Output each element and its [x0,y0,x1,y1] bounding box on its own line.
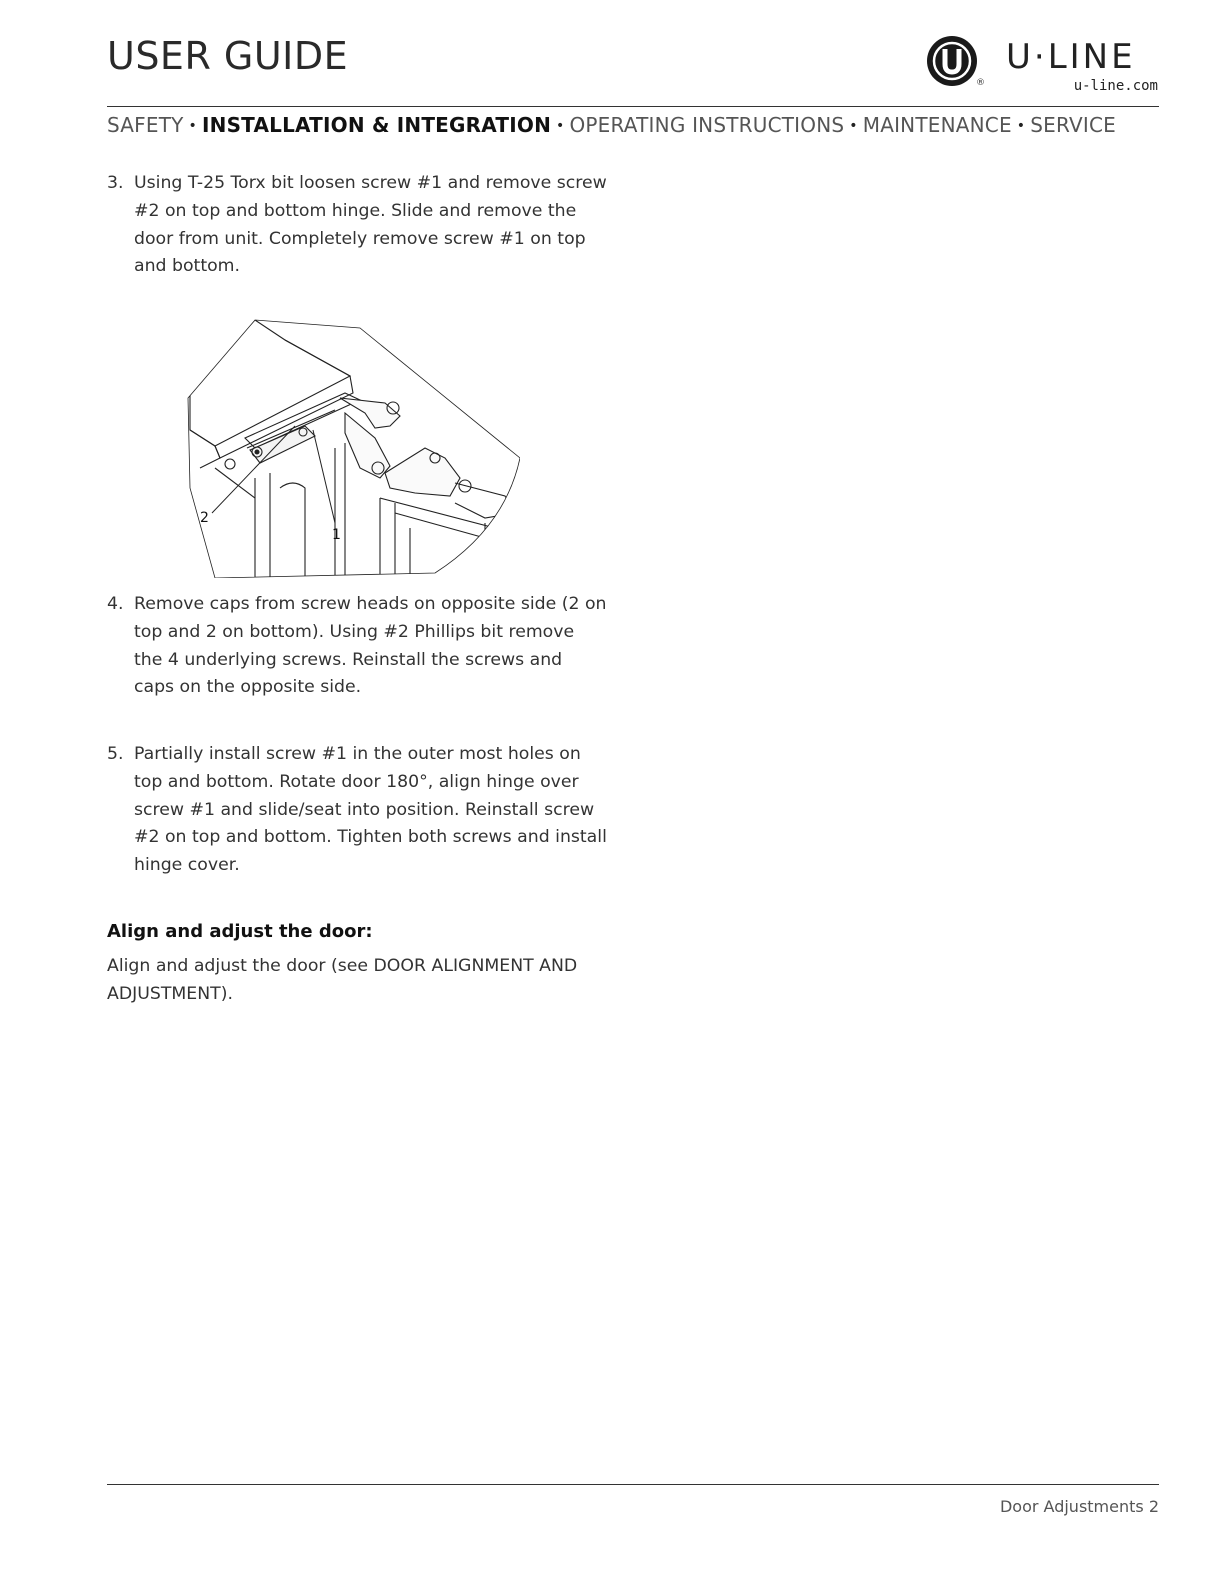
nav-separator: • [188,118,197,134]
nav-separator: • [556,118,565,134]
nav-item-safety[interactable]: SAFETY [107,113,184,137]
step-text: Partially install screw #1 in the outer most holes on top and bottom. Rotate door 180°, align hinge over screw #1 and slide/seat into position. Reinstall screw #2 on top and bottom. Tighten both screws and install hinge cover. [134,744,607,876]
step-text: Remove caps from screw heads on opposite side (2 on top and 2 on bottom). Using #2 Phillips bit remove the 4 underlying screws. Reinstall the screws and caps on the opposite side. [134,594,607,698]
callout-2: 2 [200,510,209,526]
website-url[interactable]: u-line.com [1073,78,1158,94]
page-title: USER GUIDE [107,34,349,78]
section-body: Align and adjust the door (see DOOR ALIGNMENT AND ADJUSTMENT). [107,956,578,1004]
step-number: 4. [107,594,124,614]
nav-item-maintenance[interactable]: MAINTENANCE [862,113,1012,137]
nav-item-installation[interactable]: INSTALLATION & INTEGRATION [202,113,552,137]
step-4 [107,591,607,702]
page-footer: Door Adjustments 2 [999,1497,1159,1516]
logo-wordmark: U·LINE [1006,37,1136,77]
step-number: 3. [107,173,124,193]
leader-line-1 [313,430,335,523]
registered-mark: ® [976,78,985,88]
hinge-diagram [185,318,520,578]
step-5 [107,741,607,880]
brand-logo[interactable] [926,34,1166,96]
nav-separator: • [849,118,858,134]
footer-divider [107,1484,1159,1485]
step-text: Using T-25 Torx bit loosen screw #1 and remove screw #2 on top and bottom hinge. Slide and remove the door from unit. Completely remove screw #1 on top and bottom. [134,173,607,277]
section-nav [107,113,1159,137]
step-3 [107,170,607,281]
nav-item-operating[interactable]: OPERATING INSTRUCTIONS [569,113,845,137]
header-divider [107,106,1159,107]
callout-1: 1 [332,527,341,543]
section-heading: Align and adjust the door: [107,921,373,942]
nav-item-service[interactable]: SERVICE [1030,113,1116,137]
step-number: 5. [107,744,124,764]
nav-separator: • [1016,118,1026,134]
u-line-logo-icon [926,34,982,90]
